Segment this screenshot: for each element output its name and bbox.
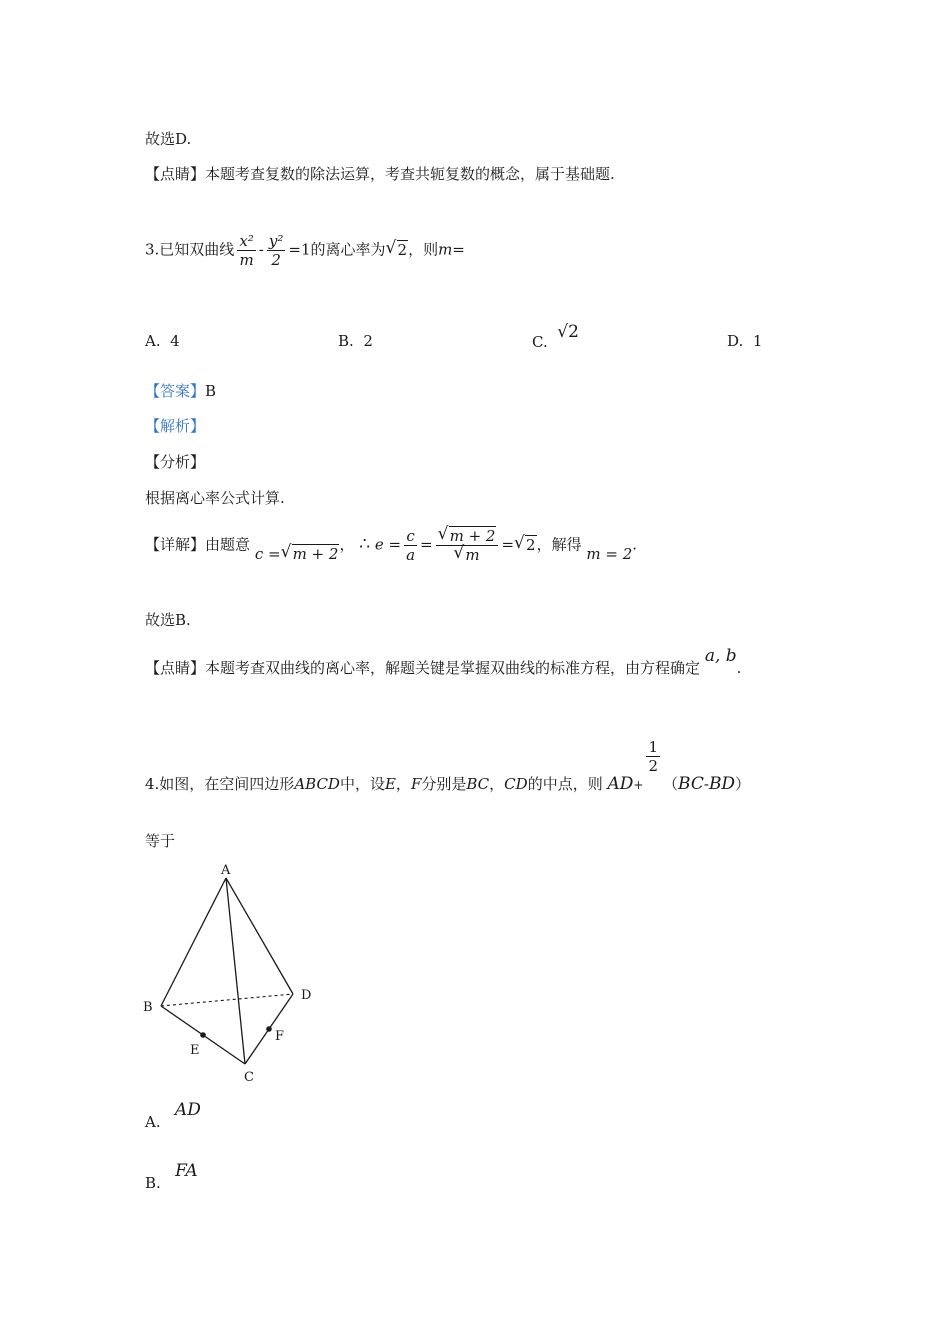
- sqrt-value: 2: [526, 535, 536, 554]
- frac-den: 2: [648, 757, 659, 775]
- q3-comment: [145, 646, 742, 678]
- q3-option-a: [145, 332, 180, 350]
- q4-option-b: [145, 1161, 198, 1192]
- edge-ab: [161, 878, 226, 1006]
- frac-num: x²: [239, 232, 254, 250]
- q4-text2: 中，设: [339, 774, 385, 793]
- frac-num: 1: [648, 738, 659, 756]
- comment-text: 本题考查双曲线的离心率，解题关键是掌握双曲线的标准方程，由方程确定: [205, 659, 701, 677]
- detail-comma: ，: [339, 535, 355, 554]
- comment-tag: 【点睛】: [145, 165, 206, 183]
- q4-prefix: 4.如图，在空间四边形: [145, 774, 295, 793]
- q3-eq-one: =1: [288, 240, 311, 259]
- radical-icon: √: [453, 543, 465, 563]
- q4-paren-close: ）: [735, 774, 751, 793]
- q4-F: F: [410, 774, 422, 793]
- detail-eq2: =: [501, 535, 515, 554]
- detail-eq: =: [420, 535, 433, 554]
- detail-frac-sqrt: [436, 524, 499, 564]
- q4-sep2: ，: [489, 774, 505, 793]
- q3-frac-y: [267, 232, 286, 269]
- edge-bd-hidden: [161, 994, 293, 1006]
- q3-sqrt: [385, 237, 409, 259]
- q3-option-d: [727, 332, 762, 350]
- q4-option-a: [145, 1100, 201, 1131]
- q4-paren-open: （: [663, 774, 679, 793]
- q4-AD: AD: [607, 773, 634, 794]
- option-value: 4: [170, 332, 180, 350]
- option-label: B.: [145, 1174, 161, 1192]
- q3-prefix: 3.已知双曲线: [145, 240, 235, 259]
- q3-option-c: [532, 322, 579, 351]
- q4-sep: ，: [395, 774, 411, 793]
- detail-frac-ca: [404, 527, 417, 564]
- q3-mid-text: 的离心率为: [310, 240, 386, 259]
- option-value: 2: [363, 332, 373, 350]
- q4-text3: 分别是: [421, 774, 467, 793]
- q4-expr2: BD: [708, 773, 736, 794]
- q3-conclusion: 故选B.: [145, 611, 191, 629]
- comment-end: .: [736, 659, 742, 677]
- comment-vars: a, b: [704, 646, 737, 666]
- option-label: C.: [532, 333, 548, 351]
- option-label: D.: [727, 332, 744, 350]
- detail-c-sqrt: [280, 541, 340, 563]
- label-d: D: [301, 988, 312, 1003]
- label-e: E: [190, 1043, 200, 1058]
- sqrt-value: m + 2: [292, 544, 339, 563]
- detail-c: c =: [254, 544, 281, 563]
- q3-analysis-tag: 【解析】: [145, 417, 206, 435]
- q3-analyze-tag: 【分析】: [145, 453, 206, 471]
- option-label: A.: [145, 332, 161, 350]
- option-value: AD: [174, 1100, 201, 1120]
- label-b: B: [143, 1000, 153, 1015]
- frac-den: m: [239, 251, 254, 269]
- frac-num: c: [406, 527, 415, 545]
- frac-den: a: [406, 546, 416, 564]
- q4-plus: +: [633, 777, 644, 792]
- detail-text1: 由题意: [205, 535, 251, 554]
- radical-icon: √: [280, 541, 292, 562]
- detail-sqrt2: [514, 532, 537, 554]
- point-f: [266, 1026, 272, 1032]
- label-f: F: [275, 1029, 285, 1044]
- q4-equals-text: 等于: [145, 832, 176, 850]
- q3-detail: [145, 524, 638, 564]
- q4-text4: 的中点，则: [527, 774, 603, 793]
- q3-frac-x: [237, 232, 255, 269]
- sqrt-value: m: [465, 546, 480, 564]
- detail-result: m = 2: [586, 544, 633, 563]
- comment-tag: 【点睛】: [145, 659, 206, 677]
- q4-E: E: [384, 774, 396, 793]
- q3-option-b: [338, 332, 373, 350]
- option-label: B.: [338, 332, 354, 350]
- answer-value: B: [205, 382, 217, 400]
- tetrahedron-figure: [135, 858, 325, 1088]
- q3-tail-text: ，则: [408, 240, 439, 259]
- q4-quad: ABCD: [294, 774, 340, 793]
- q2-conclusion: 故选D.: [145, 130, 192, 148]
- point-e: [200, 1032, 206, 1038]
- q3-tail-var: m=: [438, 240, 465, 259]
- comment-text: 本题考查复数的除法运算，考查共轭复数的概念，属于基础题.: [205, 165, 615, 183]
- q4-stem: [145, 738, 751, 794]
- radical-icon: √: [437, 524, 449, 544]
- answer-tag: 【答案】: [145, 382, 206, 400]
- frac-den: 2: [271, 251, 281, 269]
- q3-analyze-text: 根据离心率公式计算.: [145, 489, 285, 507]
- q3-stem: [145, 232, 465, 269]
- therefore-icon: ∴: [359, 534, 371, 555]
- sqrt-value: m + 2: [449, 527, 496, 545]
- label-c: C: [244, 1070, 254, 1085]
- detail-e: e =: [374, 535, 402, 554]
- q4-minus: -: [703, 774, 709, 793]
- radical-icon: √: [514, 532, 525, 553]
- option-value: FA: [175, 1161, 198, 1181]
- detail-tag: 【详解】: [145, 535, 206, 554]
- radical-icon: √: [385, 237, 397, 258]
- option-value: 1: [752, 332, 763, 350]
- option-value: √2: [557, 322, 579, 342]
- q4-expr: BC: [678, 773, 704, 794]
- q3-minus: -: [258, 240, 264, 259]
- q4-CD: CD: [504, 774, 528, 793]
- detail-text2: ，解得: [536, 535, 582, 554]
- sqrt-value: 2: [397, 240, 408, 259]
- frac-num: y²: [268, 232, 284, 250]
- detail-end: .: [632, 535, 638, 554]
- q2-comment: [145, 163, 615, 184]
- q4-half: [646, 738, 660, 775]
- q3-answer: [145, 380, 216, 401]
- label-a: A: [221, 863, 231, 878]
- option-label: A.: [145, 1113, 161, 1131]
- q4-BC: BC: [466, 774, 490, 793]
